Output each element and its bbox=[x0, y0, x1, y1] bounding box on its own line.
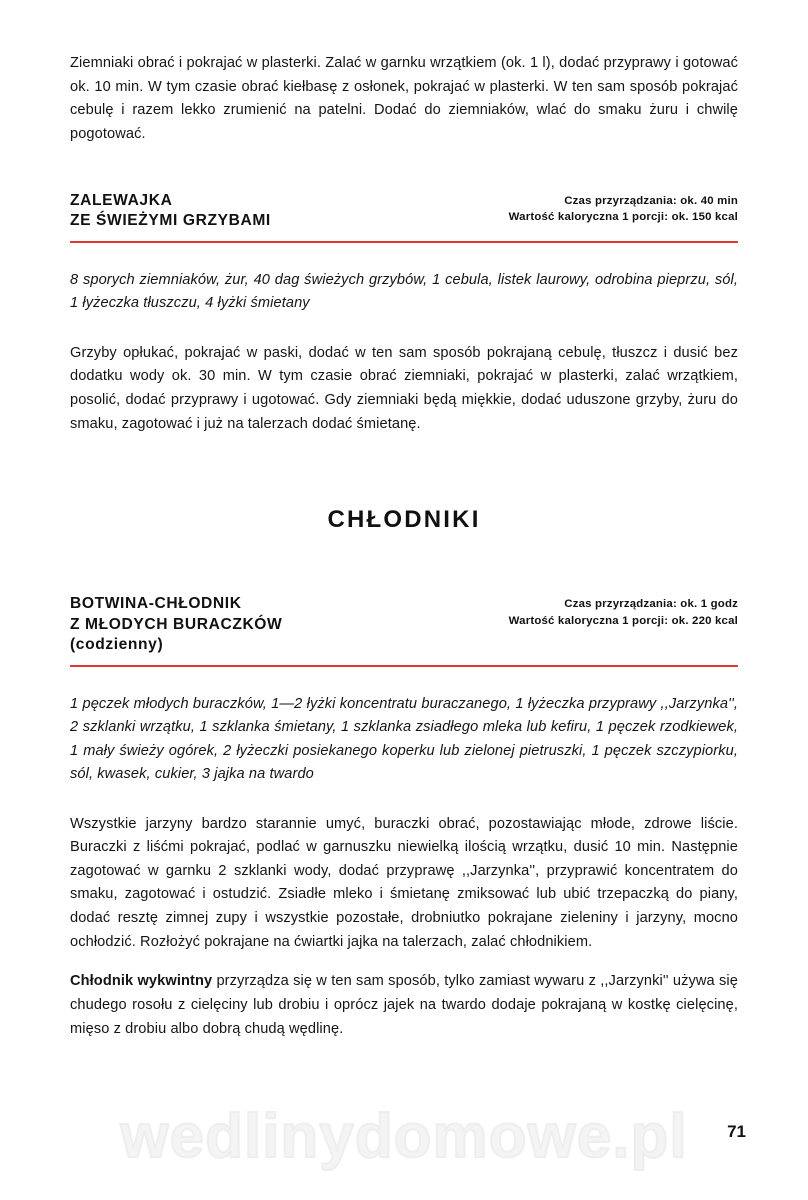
recipe-header bbox=[70, 594, 738, 655]
recipe-title bbox=[70, 191, 271, 232]
recipe-botwina-chlodnik bbox=[70, 594, 738, 1041]
watermark: wedlinydomowe.pl bbox=[120, 1102, 688, 1171]
spacer bbox=[70, 578, 738, 594]
recipe-meta bbox=[509, 594, 738, 629]
recipe-ingredients: 1 pęczek młodych buraczków, 1—2 łyżki koncentratu buraczanego, 1 łyżeczka przyprawy ,,Jarzynka'', 2 szklanki wrzątku, 1 szklanka śmietany, 1 szklanka zsiadłego mleka lub kefiru, 1 pęczek rzodkiewek, 1 mały świeży ogórek, 2 łyżeczki posiekanego koperku lub zielonej pietruszki, 1 pęczek szczypiorku, sól, kwasek, cukier, 3 jajka na twardo bbox=[70, 696, 738, 783]
recipe-prep-time: Czas przyrządzania: ok. 40 min bbox=[564, 194, 738, 207]
page-number: 71 bbox=[727, 1122, 746, 1141]
spacer bbox=[70, 667, 738, 693]
recipe-method: Grzyby opłukać, pokrajać w paski, dodać w ten sam sposób pokrajaną cebulę, tłuszcz i dusić bez dodatku wody ok. 30 min. W tym czasie obrać ziemniaki, pokrajać w plasterki, zalać wrzątkiem, posolić, dodać przyprawy i ugotować. Gdy ziemniaki będą miękkie, dodać uduszone grzyby, żuru do smaku, zagotować i już na talerzach dodać śmietanę. bbox=[70, 344, 738, 432]
spacer bbox=[70, 534, 738, 578]
recipe-method: Wszystkie jarzyny bardzo starannie umyć, buraczki obrać, pozostawiając młode, zdrowe liście. Buraczki z liśćmi pokrajać, podlać w garnuszku niewielką ilością wrzątku, dusić 10 min. Następnie zagotować w garnku 2 szklanki wody, dodać przyprawę ,,Jarzynka'', przyprawić koncentratem do smaku, zagotować i ostudzić. Zsiadłe mleko i śmietanę zmiksować lub ubić trzepaczką do piany, dodać resztę zimnej zupy i wszystkie pozostałe, drobniutko pokrajane zieleniny i jarzyny, mocno ochłodzić. Rozłożyć pokrajane na ćwiartki jajka na talerzach, zalać chłodnikiem. bbox=[70, 815, 738, 950]
recipe-header bbox=[70, 191, 738, 232]
recipe-title-line1: BOTWINA-CHŁODNIK bbox=[70, 595, 242, 613]
section-heading: CHŁODNIKI bbox=[327, 506, 481, 534]
recipe-prep-time: Czas przyrządzania: ok. 1 godz bbox=[564, 598, 738, 611]
spacer bbox=[70, 147, 738, 191]
recipe-calories: Wartość kaloryczna 1 porcji: ok. 150 kcal bbox=[508, 211, 738, 224]
spacer bbox=[70, 787, 738, 813]
recipe-title bbox=[70, 594, 282, 655]
page-content bbox=[70, 52, 738, 1041]
spacer bbox=[70, 480, 738, 506]
spacer bbox=[70, 243, 738, 269]
spacer bbox=[70, 436, 738, 480]
recipe-ingredients: 8 sporych ziemniaków, żur, 40 dag świeżych grzybów, 1 cebula, listek laurowy, odrobina pieprzu, sól, 1 łyżeczka tłuszczu, 4 łyżki śmietany bbox=[70, 272, 738, 312]
spacer bbox=[70, 316, 738, 342]
recipe-calories: Wartość kaloryczna 1 porcji: ok. 220 kcal bbox=[508, 614, 738, 627]
recipe-variant-text: przyrządza się w ten sam sposób, tylko zamiast wywaru z ,,Jarzynki'' używa się chudego rosołu z cielęciny lub drobiu i oprócz jajek na twardo dodaje pokrajaną w kostkę cielęcinę, mięso z drobiu albo dobrą chudą wędlinę. bbox=[70, 973, 738, 1037]
spacer bbox=[70, 954, 738, 970]
recipe-title-line1: ZALEWAJKA bbox=[70, 191, 173, 209]
recipe-variant-name: Chłodnik wykwintny bbox=[70, 973, 213, 990]
recipe-title-line3: (codzienny) bbox=[70, 635, 164, 653]
intro-paragraph: Ziemniaki obrać i pokrajać w plasterki. Zalać w garnku wrzątkiem (ok. 1 l), dodać przyprawy i gotować ok. 10 min. W tym czasie obrać kiełbasę z osłonek, pokrajać w plasterki. W ten sam sposób pokrajać cebulę i razem lekko zrumienić na patelni. Dodać do ziemniaków, wlać do smaku żuru i chwilę pogotować. bbox=[70, 55, 738, 142]
recipe-title-line2: Z MŁODYCH BURACZKÓW bbox=[70, 615, 283, 633]
recipe-meta bbox=[509, 191, 738, 226]
recipe-zalewajka bbox=[70, 191, 738, 437]
recipe-variant-note bbox=[70, 970, 738, 1041]
recipe-title-line2: ZE ŚWIEŻYMI GRZYBAMI bbox=[70, 211, 271, 229]
